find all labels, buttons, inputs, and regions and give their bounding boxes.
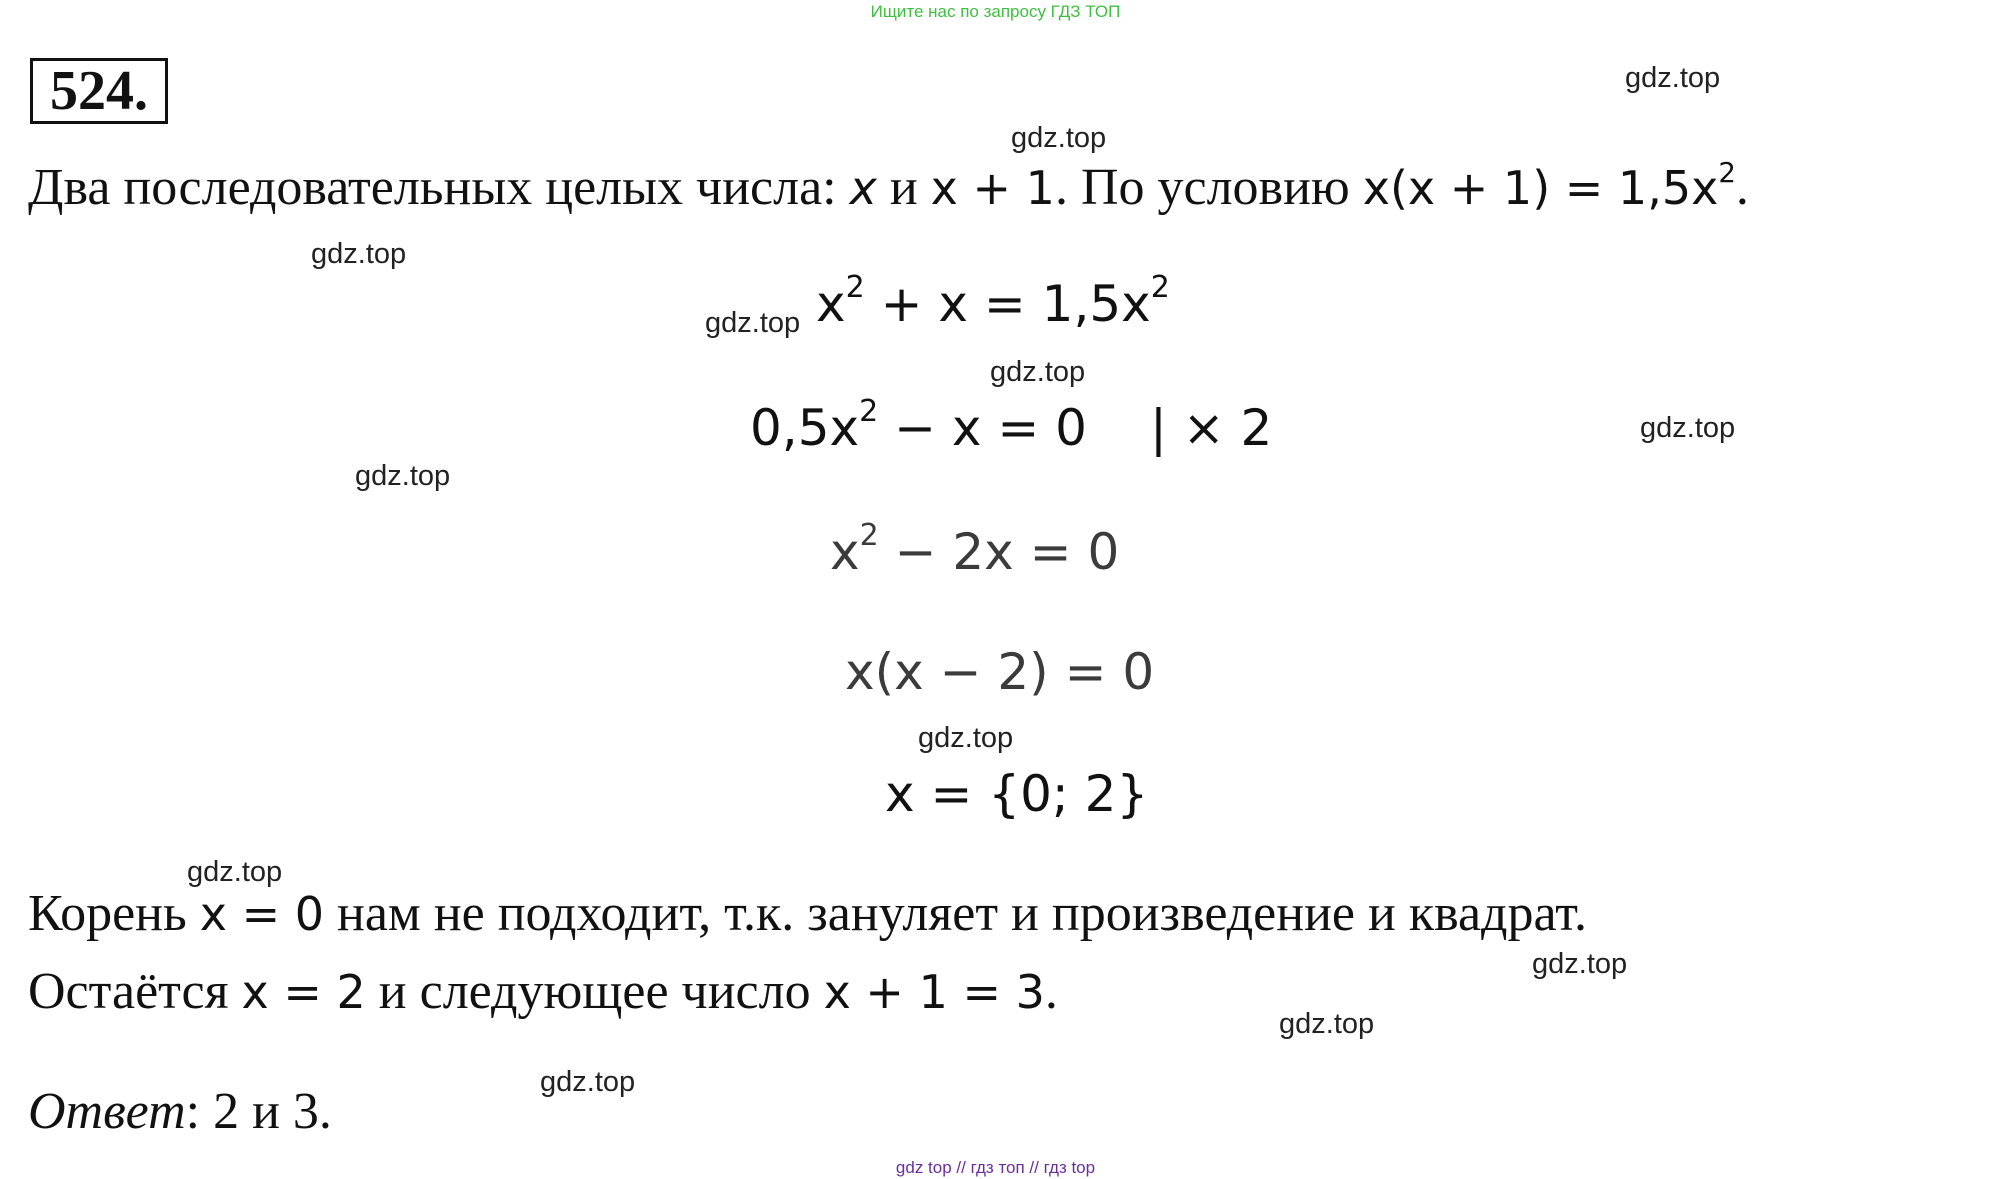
conclusion-suffix-2: . — [1044, 963, 1058, 1020]
eq2-main: 0,5x — [750, 399, 860, 457]
eq3-exp: 2 — [859, 518, 879, 553]
watermark: gdz.top — [990, 356, 1086, 388]
watermark: gdz.top — [1640, 412, 1736, 444]
equation-2 — [750, 394, 1087, 458]
top-banner: Ищите нас по запросу ГДЗ ТОП — [870, 2, 1121, 21]
answer-line — [28, 1082, 332, 1142]
watermark: gdz.top — [311, 238, 407, 270]
eq1-exp: 2 — [845, 270, 865, 305]
equation-1 — [816, 270, 1170, 334]
watermark: gdz.top — [918, 722, 1014, 754]
intro-condition — [1362, 155, 1736, 215]
watermark: gdz.top — [187, 856, 283, 888]
intro-mid: . По условию — [1054, 159, 1363, 216]
footer: gdz top // гдз топ // гдз top — [895, 1158, 1096, 1177]
watermark: gdz.top — [1011, 122, 1107, 154]
intro-cond-exp: 2 — [1718, 155, 1736, 189]
intro-end: . — [1735, 159, 1749, 216]
watermark: gdz.top — [1625, 62, 1721, 94]
equation-4: x(x − 2) = 0 — [845, 643, 1155, 701]
conclusion-line-1 — [28, 884, 1587, 944]
watermark: gdz.top — [1279, 1008, 1375, 1040]
eq2-exp: 2 — [859, 394, 879, 429]
watermark: gdz.top — [355, 460, 451, 492]
watermark: gdz.top — [705, 307, 801, 339]
conclusion-math-1: x = 0 — [199, 887, 324, 941]
conclusion-prefix-2: Остаётся — [28, 963, 242, 1020]
watermark: gdz.top — [540, 1066, 636, 1098]
answer-text: : 2 и 3. — [185, 1083, 332, 1140]
eq1-main: x — [816, 275, 846, 333]
conclusion-math-2a: x = 2 — [241, 965, 366, 1019]
intro-line — [28, 155, 1749, 218]
equation-5: x = {0; 2} — [885, 765, 1149, 823]
intro-var2: x + 1 — [930, 161, 1055, 215]
eq1-exp2: 2 — [1150, 270, 1170, 305]
intro-prefix: Два последовательных целых числа: — [28, 159, 850, 216]
eq3-rest: − 2x = 0 — [878, 523, 1120, 581]
eq3-main: x — [830, 523, 860, 581]
conclusion-mid-2: и следующее число — [365, 963, 824, 1020]
intro-var1: x — [849, 161, 877, 215]
conclusion-prefix-1: Корень — [28, 885, 200, 942]
intro-cond-left: x(x + 1) = 1,5x — [1362, 161, 1719, 215]
eq1-rest: + x = 1,5x — [864, 275, 1151, 333]
conclusion-math-2b: x + 1 = 3 — [823, 965, 1045, 1019]
equation-2-note: | × 2 — [1150, 399, 1273, 457]
eq2-rest: − x = 0 — [878, 399, 1087, 457]
equation-3 — [830, 518, 1120, 582]
watermark: gdz.top — [1532, 948, 1628, 980]
intro-conj: и — [876, 159, 931, 216]
conclusion-line-2 — [28, 962, 1058, 1022]
conclusion-suffix-1: нам не подходит, т.к. зануляет и произведение и квадрат. — [324, 885, 1588, 942]
answer-label: Ответ — [28, 1083, 186, 1140]
problem-number: 524. — [30, 58, 168, 124]
